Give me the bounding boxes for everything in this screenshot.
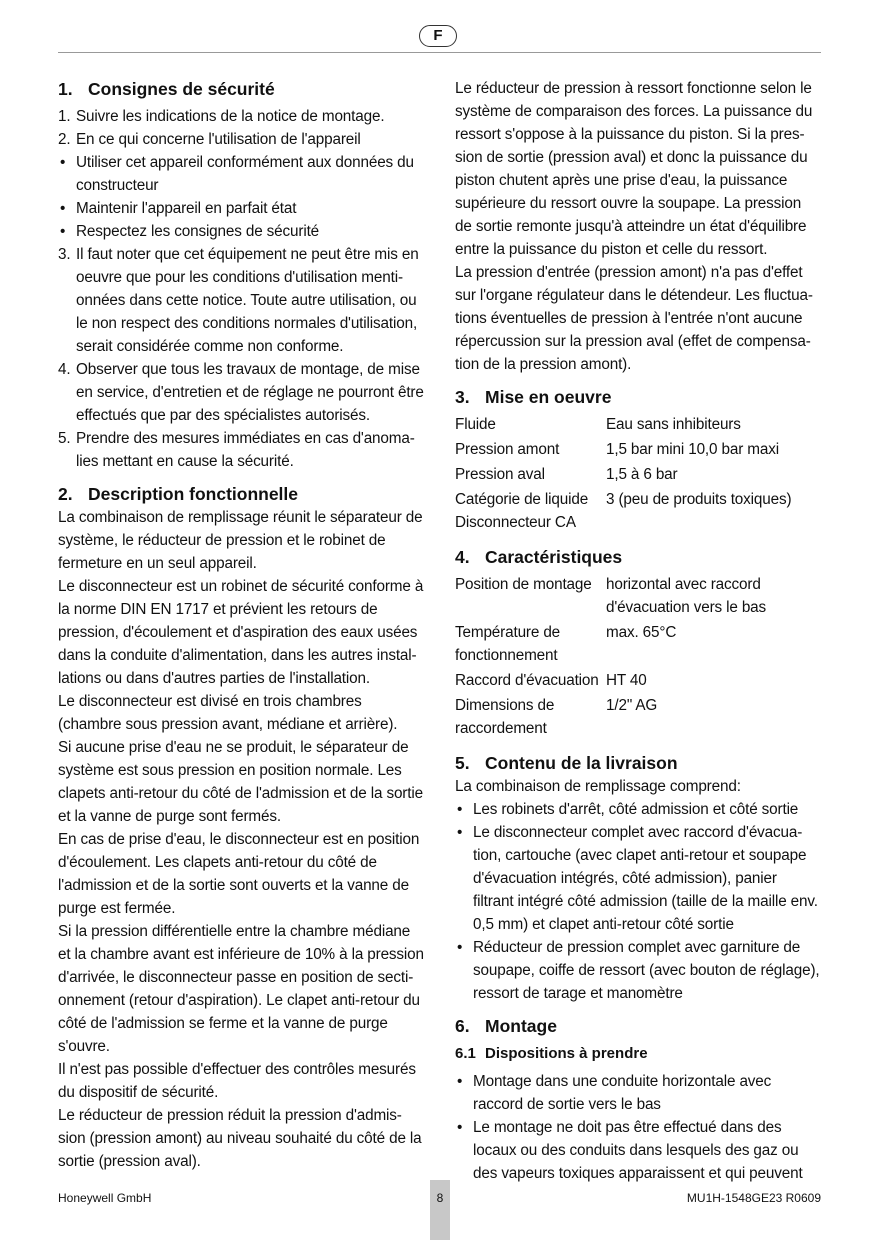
table-row: Catégorie de liquide Disconnecteur CA 3 (peu de produits toxiques) [455,491,792,531]
list-item: • Respectez les consignes de sécurité [60,223,320,240]
list-item: • Utiliser cet appareil conformément aux données du constructeur [60,154,414,194]
table-row: Pression amont 1,5 bar mini 10,0 bar maxi [455,441,779,458]
paragraph: Le disconnecteur est divisé en trois chambres (chambre sous pression avant, médiane et arrière). [58,693,398,733]
section-4-heading: 4. Caractéristiques [455,547,623,567]
list-item: • Le montage ne doit pas être effectué dans des locaux ou des conduits dans lesquels des gaz ou des vapeurs toxiques apparaissent et qui peuvent [457,1119,803,1182]
list-item: • Montage dans une conduite horizontale avec raccord de sortie vers le bas [457,1073,772,1113]
paragraph: Le disconnecteur est un robinet de sécurité conforme à la norme DIN EN 1717 et prévient les retours de pression, d'écoulement et d'aspiration des eaux usées dans la conduite d'alimentation, dans les autres instal-lations ou dans d'autres parties de l'installation. [58,578,424,687]
page-number: 8 [430,1180,450,1240]
list-item: 1. Suivre les indications de la notice de montage. [58,108,385,125]
delivery-list [455,798,821,1005]
section-5-heading: 5. Contenu de la livraison [455,753,678,773]
language-badge: F [419,25,457,47]
subsection-6-1-heading: 6.1 Dispositions à prendre [455,1045,648,1062]
table-row: Raccord d'évacuation HT 40 [455,672,647,689]
list-item: • Maintenir l'appareil en parfait état [60,200,297,217]
paragraph: Si aucune prise d'eau ne se produit, le séparateur de système est sous pression en position normale. Les clapets anti-retour du côté de l'admission et de la sortie et la vanne de purge sont fermés. [58,739,423,825]
paragraph: La combinaison de remplissage comprend: [455,778,741,795]
list-item: • Les robinets d'arrêt, côté admission et côté sortie [457,801,799,818]
table-row: Position de montage horizontal avec raccord d'évacuation vers le bas [455,576,767,616]
paragraph: Le réducteur de pression réduit la pression d'admis-sion (pression amont) au niveau souhaité du côté de la sortie (pression aval). [58,1107,422,1170]
installation-list [455,1070,821,1185]
safety-list [58,105,424,473]
footer-doc-ref: MU1H-1548GE23 R0609 [686,1191,821,1205]
section-1-heading: 1. Consignes de sécurité [58,79,275,99]
list-item: 2. En ce qui concerne l'utilisation de l'appareil [58,131,361,148]
left-column [58,77,424,1173]
list-item: 3. Il faut noter que cet équipement ne peut être mis en oeuvre que pour les conditions d'utilisation menti-onnées dans cette notice. Toute autre utilisation, ou le non respect des conditions normales d'utilisation, serait considérée comme non conforme. [58,246,419,355]
list-item: 5. Prendre des mesures immédiates en cas d'anoma-lies mettant en cause la sécurité. [58,430,415,470]
specs-table [455,573,821,740]
list-item: 4. Observer que tous les travaux de montage, de mise en service, d'entretien et de réglage ne pourront être effectués que par des spécialistes autorisés. [58,361,424,424]
usage-table [455,413,821,534]
footer-company: Honeywell GmbH [58,1191,152,1205]
paragraph: La pression d'entrée (pression amont) n'a pas d'effet sur l'organe régulateur dans le détendeur. Les fluctua-tions éventuelles de pression à l'entrée n'ont aucune répercussion sur la pression aval (effet de compensa-tion de la pression amont). [455,264,813,373]
right-column [455,77,821,1185]
paragraph: La combinaison de remplissage réunit le séparateur de système, le réducteur de pression et le robinet de fermeture en un seul appareil. [58,509,423,572]
list-item: • Le disconnecteur complet avec raccord d'évacua-tion, cartouche (avec clapet anti-retour et soupape d'évacuation intégrés, côté admission), panier filtrant intégré côté admission (taille de la maille env. 0,5 mm) et clapet anti-retour côté sortie [457,824,818,933]
table-row: Température de fonctionnement max. 65°C [455,624,677,664]
paragraph: Il n'est pas possible d'effectuer des contrôles mesurés du dispositif de sécurité. [58,1061,416,1101]
paragraph: Le réducteur de pression à ressort fonctionne selon le système de comparaison des forces. La puissance du ressort s'oppose à la puissance du piston. Si la pres-sion de sortie (pression aval) et donc la puissance du piston chutent après une prise d'eau, la puissance supérieure du ressort ouvre la soupape. La pression de sortie remonte jusqu'à atteindre un état d'équilibre entre la puissance du piston et celle du ressort. [455,80,813,258]
list-item: • Réducteur de pression complet avec garniture de soupape, coiffe de ressort (avec bouton de réglage), ressort de tarage et manomètre [457,939,820,1002]
section-6-heading: 6. Montage [455,1016,557,1036]
section-3-heading: 3. Mise en oeuvre [455,387,612,407]
table-row: Fluide Eau sans inhibiteurs [455,416,741,433]
paragraph: En cas de prise d'eau, le disconnecteur est en position d'écoulement. Les clapets anti-retour du côté de l'admission et de la sortie sont ouverts et la vanne de purge est fermée. [58,831,420,917]
table-row: Pression aval 1,5 à 6 bar [455,466,678,483]
section-2-heading: 2. Description fonctionnelle [58,484,299,504]
table-row: Dimensions de raccordement 1/2" AG [455,697,658,737]
header-rule [58,52,821,53]
paragraph: Si la pression différentielle entre la chambre médiane et la chambre avant est inférieure de 10% à la pression d'arrivée, le disconnecteur passe en position de secti-onnement (retour d'aspiration). Le clapet anti-retour du côté de l'admission se ferme et la vanne de purge s'ouvre. [58,923,424,1055]
